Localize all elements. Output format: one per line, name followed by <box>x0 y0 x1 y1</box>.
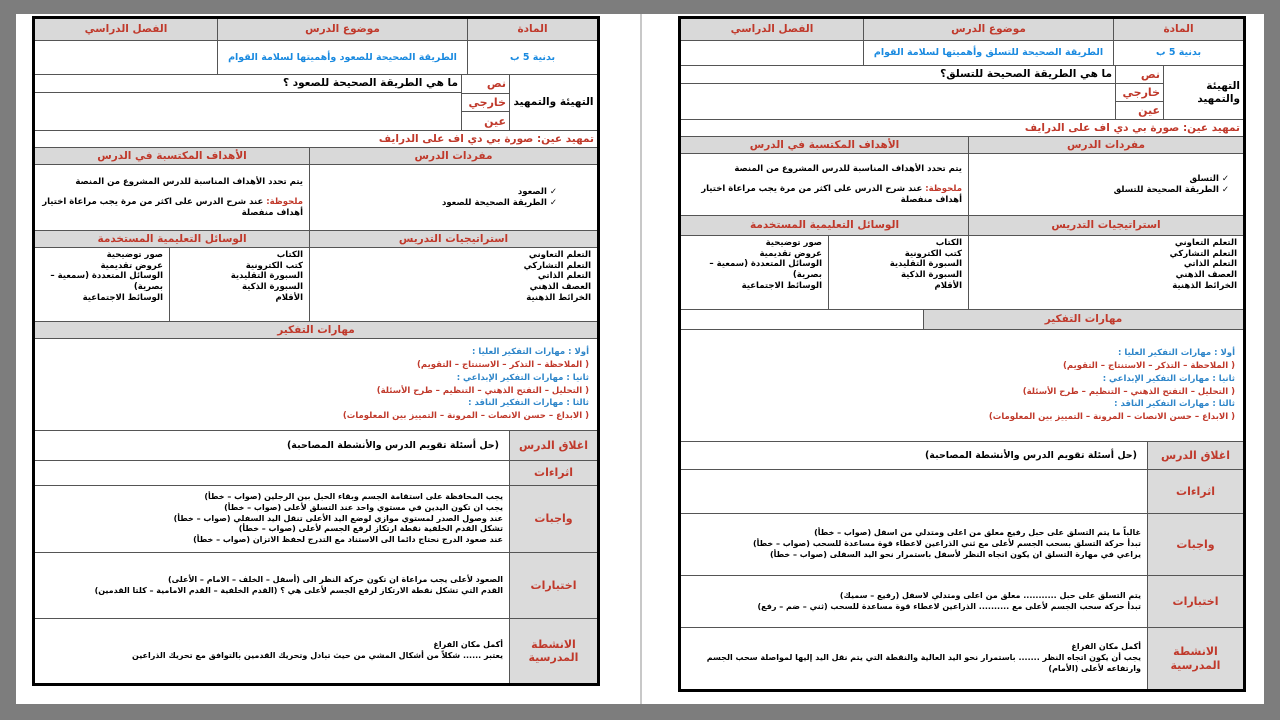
intro-content <box>681 66 1115 119</box>
closing-text: (حل أسئلة تقويم الدرس والأنشطة المصاحبة) <box>924 449 1137 461</box>
intro-question: ما هي الطريقة الصحيحة للتسلق؟ <box>940 68 1112 81</box>
vocab-objectives-row <box>681 154 1243 216</box>
vocab-item: ✓ الطريقة الصحيحة للتسلق <box>1113 184 1229 195</box>
tests-list: يتم التسلق على حبل ........... معلق من اعلى ومتدلي لاسفل (رفيع – سميك) تبدأ حركة سحب الجسم لأعلى مع .......... الذراعين لاعطاء قوة مساعدة للسحب (ثني – ضم – رفع) <box>757 590 1141 611</box>
homework-list: يجب المحافظة على استقامة الجسم وبقاء الحبل بين الرجلين (صواب – خطأ) يجب ان تكون اليدين في مستوي واحد عند التسلق لأعلى (صواب – خطأ) عند وصول الصدر لمستوي موازي لوضع اليد الأعلى تنقل اليد السفلي (صواب – خطأ) تشكل القدم الخلفية نقطة ارتكاز لرفع الجسم لأعلى (صواب – خطأ) عند صعود الدرج نحتاج دائما الى الاستناد مع التدرج لحفظ الاتزان (صواب – خطأ) <box>173 492 503 545</box>
subject-value: بدنية 5 ب <box>1113 41 1243 65</box>
enrichment-row <box>681 470 1243 514</box>
header-values-row <box>35 41 597 75</box>
lesson-plan-page-left <box>32 16 600 686</box>
homework-row <box>35 486 597 553</box>
strategies-aids-header-row <box>35 231 597 248</box>
tests-row <box>35 553 597 619</box>
thinking-row <box>681 330 1243 442</box>
activities-row <box>35 619 597 683</box>
strategies-aids-header-row <box>681 216 1243 236</box>
objectives-text: يتم تحدد الأهداف المناسبة للدرس المشروع من المنصة <box>734 163 962 174</box>
strategies-list: التعلم التعاوني التعلم التشاركي التعلم الذاتي العصف الذهني الخرائط الذهنية <box>309 248 597 321</box>
closing-row <box>681 442 1243 470</box>
intro-blank <box>35 94 461 129</box>
objectives-header: الأهداف المكتسبة في الدرس <box>681 137 968 153</box>
vocab-objectives-header-row <box>35 148 597 165</box>
closing-text: (حل أسئلة تقويم الدرس والأنشطة المصاحبة) <box>286 439 499 451</box>
vocab-header: مفردات الدرس <box>309 148 597 164</box>
thinking-row <box>35 339 597 431</box>
topic-value: الطريقة الصحيحة للصعود وأهميتها لسلامة القوام <box>217 41 467 74</box>
thinking-header-row <box>35 322 597 339</box>
objectives-box <box>35 165 309 230</box>
strategies-aids-row <box>681 236 1243 310</box>
aids-header: الوسائل التعليمية المستخدمة <box>35 231 309 247</box>
objectives-header: الأهداف المكتسبة في الدرس <box>35 148 309 164</box>
objectives-note: ملحوظة: عند شرح الدرس على اكثر من مرة يجب مراعاة اختيار أهداف منفصلة <box>701 184 962 205</box>
enrichment-label: اثراءات <box>1147 470 1243 513</box>
tamheed-text: تمهيد عين: صورة بي دي اف على الدرايف <box>1024 121 1240 134</box>
vocab-objectives-row <box>35 165 597 231</box>
thinking-header-blank <box>681 310 923 329</box>
thinking-header-row <box>681 310 1243 330</box>
vocab-item: ✓ الصعود <box>517 186 557 197</box>
enrichment-content <box>35 461 509 485</box>
enrichment-label: اثراءات <box>509 461 597 485</box>
intro-type-kharji: خارجي <box>1116 84 1163 102</box>
tests-label: اختبارات <box>509 553 597 618</box>
activities-label: الانشطة المدرسية <box>1147 628 1243 689</box>
activities-label: الانشطة المدرسية <box>509 619 597 683</box>
intro-section <box>681 66 1243 120</box>
tamheed-row <box>35 131 597 148</box>
aids-list-1: الكتاب كتب الكترونية السبورة التقليدية السبورة الذكية الأقلام <box>828 236 968 309</box>
objectives-note: ملحوظة: عند شرح الدرس على اكثر من مرة يجب مراعاة اختيار أهداف منفصلة <box>42 197 303 218</box>
intro-blank <box>681 85 1115 118</box>
header-row <box>681 19 1243 41</box>
thinking-header: مهارات التفكير <box>35 322 597 338</box>
vocab-list <box>968 154 1243 215</box>
intro-label: التهيئة والتمهيد <box>1163 66 1243 119</box>
intro-type-kharji: خارجي <box>462 94 509 113</box>
intro-question: ما هي الطريقة الصحيحة للصعود ؟ <box>282 77 458 90</box>
aids-list-2: صور توضيحية عروض تقديمية الوسائل المتعددة (سمعية – بصرية) الوسائط الاجتماعية <box>50 250 163 303</box>
homework-row <box>681 514 1243 576</box>
topic-label: موضوع الدرس <box>863 19 1113 40</box>
topic-label: موضوع الدرس <box>217 19 467 40</box>
header-row <box>35 19 597 41</box>
enrichment-content <box>681 470 1147 513</box>
homework-label: واجبات <box>509 486 597 552</box>
intro-type-box <box>461 75 509 130</box>
tamheed-text: تمهيد عين: صورة بي دي اف على الدرايف <box>378 132 594 145</box>
strategies-aids-row <box>35 248 597 322</box>
tests-row <box>681 576 1243 628</box>
subject-label: المادة <box>1113 19 1243 40</box>
vocab-objectives-header-row <box>681 137 1243 154</box>
tamheed-row <box>681 120 1243 137</box>
closing-label: اغلاق الدرس <box>1147 442 1243 469</box>
strategies-header: استراتيجيات التدريس <box>968 216 1243 235</box>
intro-label: التهيئة والتمهيد <box>509 75 597 130</box>
intro-content <box>35 75 461 130</box>
lesson-plan-page-right <box>678 16 1246 692</box>
vocab-list <box>309 165 597 230</box>
objectives-text: يتم تحدد الأهداف المناسبة للدرس المشروع من المنصة <box>75 176 303 187</box>
intro-section <box>35 75 597 131</box>
page-divider <box>640 14 642 704</box>
thinking-skills: أولا : مهارات التفكير العليا : ( الملاحظة – التذكر – الاستنتاج – التقويم) ثانيا : مهارات التفكير الإبداعي : ( التحليل – التفتح الذهني – التنظيم – طرح الأسئلة) ثالثا : مهارات التفكير الناقد : ( الابداع – حسن الانصات – المرونة – التمييز بين المعلومات) <box>988 348 1235 422</box>
intro-type-box <box>1115 66 1163 119</box>
enrichment-row <box>35 461 597 486</box>
aids-header: الوسائل التعليمية المستخدمة <box>681 216 968 235</box>
intro-type-ain: عين <box>484 114 506 128</box>
thinking-skills: أولا : مهارات التفكير العليا : ( الملاحظة – التذكر – الاستنتاج – التقويم) ثانيا : مهارات التفكير الإبداعي : ( التحليل – التفتح الذهني – التنظيم – طرح الأسئلة) ثالثا : مهارات التفكير الناقد : ( الابداع – حسن الانصات – المرونة – التمييز بين المعلومات) <box>342 347 589 421</box>
header-values-row <box>681 41 1243 66</box>
thinking-header: مهارات التفكير <box>923 310 1243 329</box>
activities-list: أكمل مكان الفراغ يجب أن يكون اتجاه النظر ....... باستمرار نحو اليد العالية والنقطة التي يتم نقل اليد إليها لمواصلة سحب الجسم وارتفاعه لأعلى (الأمام) <box>706 642 1141 673</box>
vocab-item: ✓ التسلق <box>1189 173 1229 184</box>
subject-value: بدنية 5 ب <box>467 41 597 74</box>
tests-list: الصعود لأعلى يجب مراعاة ان تكون حركة النظر الى (أسفل – الخلف – الامام – الأعلى) القدم التي تشكل نقطة الارتكاز لرفع الجسم لأعلى هي ؟ (القدم الخلفية – القدم الامامية – كلتا القدمين) <box>94 574 503 595</box>
closing-label: اغلاق الدرس <box>509 431 597 460</box>
semester-label: الفصل الدراسي <box>35 19 217 40</box>
aids-list-1: الكتاب كتب الكترونية السبورة التقليدية السبورة الذكية الأقلام <box>169 248 309 321</box>
aids-list-2: صور توضيحية عروض تقديمية الوسائل المتعددة (سمعية – بصرية) الوسائط الاجتماعية <box>709 238 822 291</box>
semester-value <box>35 41 217 74</box>
activities-row <box>681 628 1243 689</box>
tests-label: اختبارات <box>1147 576 1243 627</box>
subject-label: المادة <box>467 19 597 40</box>
topic-value: الطريقة الصحيحة للتسلق وأهميتها لسلامة القوام <box>863 41 1113 65</box>
semester-value <box>681 41 863 65</box>
objectives-box <box>681 154 968 215</box>
closing-row <box>35 431 597 461</box>
intro-type-ain: عين <box>1138 103 1160 117</box>
vocab-header: مفردات الدرس <box>968 137 1243 153</box>
intro-type-nas: نص <box>462 75 509 94</box>
homework-list: غالباً ما يتم التسلق على حبل رفيع معلق من اعلى ومتدلي من اسفل (صواب – خطأ) تبدأ حركة التسلق بسحب الجسم لأعلى مع ثني الذراعين لاعطاء قوة مساعدة للسحب (صواب – خطأ) يراعي في مهارة التسلق ان يكون اتجاه النظر لأسفل باستمرار نحو اليد السفلى (صواب – خطأ) <box>752 528 1141 559</box>
intro-type-nas: نص <box>1116 66 1163 84</box>
vocab-item: ✓ الطريقة الصحيحة للصعود <box>441 197 557 208</box>
semester-label: الفصل الدراسي <box>681 19 863 40</box>
homework-label: واجبات <box>1147 514 1243 575</box>
strategies-header: استراتيجيات التدريس <box>309 231 597 247</box>
strategies-list: التعلم التعاوني التعلم التشاركي التعلم الذاتي العصف الذهني الخرائط الذهنية <box>968 236 1243 309</box>
activities-list: أكمل مكان الفراغ يعتبر ...... شكلاً من أشكال المشي من حيث تبادل وتحريك القدمين بالتوافق مع تحريك الذراعين <box>132 640 503 660</box>
